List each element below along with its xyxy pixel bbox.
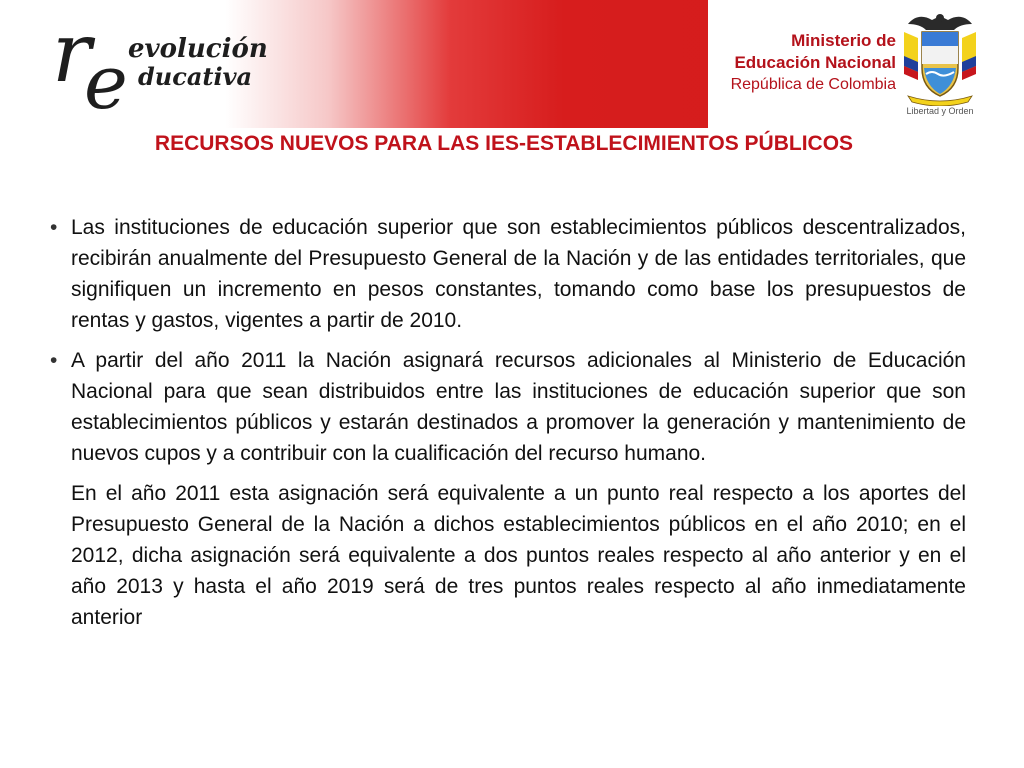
logo-word-revolucion: evolución xyxy=(128,34,268,64)
paragraph-3-text: En el año 2011 esta asignación será equivalente a un punto real respecto a los aportes del Presupuesto General de la Nación a dichos establecimientos públicos en el año 2010; en el 2012, dicha asignación será equivalente a dos puntos reales respecto al año anterior y en el año 2013 y hasta el año 2019 será de tres puntos reales respecto al año inmediatamente anterior xyxy=(71,482,966,629)
paragraph-1-text: Las instituciones de educación superior que son establecimientos públicos descentralizados, recibirán anualmente del Presupuesto General de la Nación y de las entidades territoriales, que signifiquen un incremento en pesos constantes, tomando como base los presupuestos de rentas y gastos, vigentes a partir de 2010. xyxy=(71,216,966,332)
paragraph-3 xyxy=(50,478,966,633)
ministry-line-3: República de Colombia xyxy=(730,76,896,93)
revolucion-educativa-logo xyxy=(48,6,278,126)
ministry-logo-box xyxy=(708,0,1024,128)
bullet-2: • xyxy=(50,349,58,372)
slide-title: RECURSOS NUEVOS PARA LAS IES-ESTABLECIMIENTOS PÚBLICOS xyxy=(154,132,854,155)
logo-word-educativa: ducativa xyxy=(138,62,253,91)
slide-content xyxy=(50,212,966,642)
logo-letter-e: e xyxy=(84,40,128,126)
paragraph-1 xyxy=(50,212,966,336)
logo-letter-r: r xyxy=(52,6,92,101)
ministry-line-1: Ministerio de xyxy=(791,31,896,50)
bullet-1: • xyxy=(50,216,58,239)
paragraph-2-text: A partir del año 2011 la Nación asignará recursos adicionales al Ministerio de Educación Nacional para que sean distribuidos entre las instituciones de educación superior que son establecimientos públicos y estarán destinados a promover la generación y mantenimiento de nuevos cupos y a contribuir con la cualificación del recurso humano. xyxy=(71,349,966,465)
colombia-coat-of-arms-icon xyxy=(898,10,982,106)
ministry-name xyxy=(718,30,896,96)
header-banner xyxy=(0,0,1024,128)
ministry-line-2: Educación Nacional xyxy=(734,53,896,72)
crest-motto: Libertad y Orden xyxy=(906,106,974,116)
paragraph-2 xyxy=(50,345,966,469)
